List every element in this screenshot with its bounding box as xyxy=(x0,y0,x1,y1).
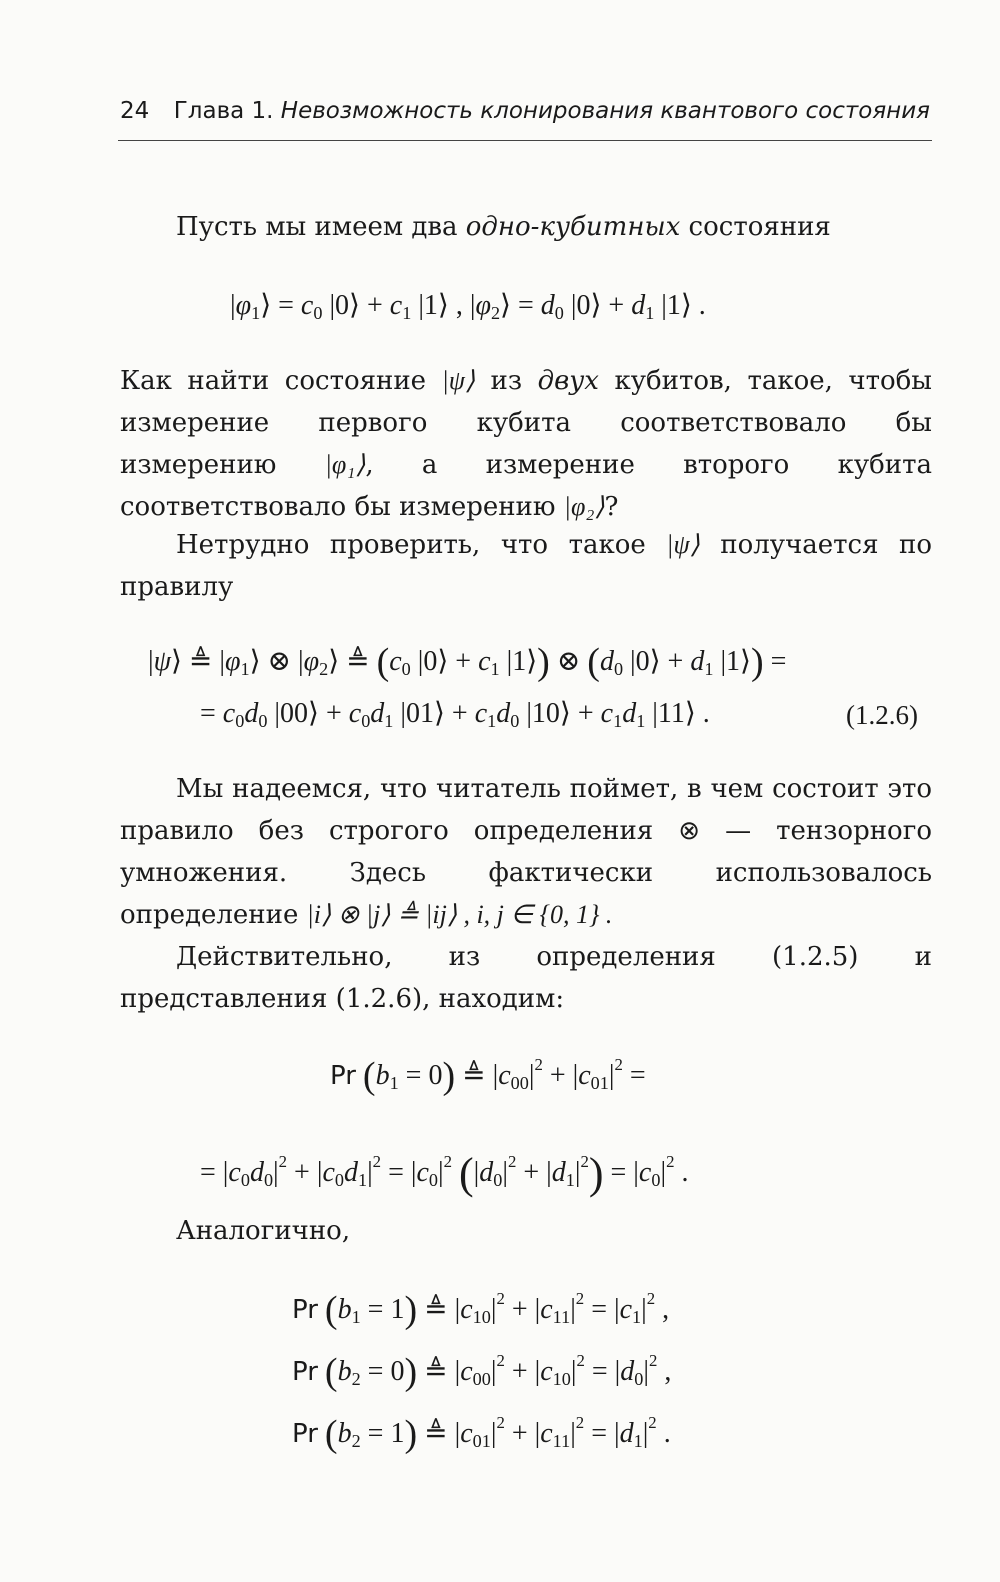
para3-text-2: получается по правилу xyxy=(120,530,932,602)
running-header xyxy=(120,96,930,140)
paragraph-2 xyxy=(120,360,932,528)
equation-1-2-6-line-2: = $c_0d_0$ |00⟩ + $c_0d_1$ |01⟩ + $c_1d_0$ |10⟩ + $c_1d_1$ |11⟩ . xyxy=(200,698,710,731)
paragraph-5: Действительно, из определения (1.2.5) и представления (1.2.6), находим: xyxy=(120,942,932,1014)
equation-pr-b1-0-line-2: = $|c_0d_0|^2 + |c_0d_1|^2 = |c_0|^2$ $(|d_0|^2 + |d_1|^2) = |c_0|^2$ . xyxy=(200,1149,689,1198)
para1-text-a: Пусть мы имеем два xyxy=(176,212,466,242)
equation-pr-b2-1: Pr $(b_2 = 1)$ ≜ $|c_{01}|^2 + |c_{11}|^2 = |d_1|^2$ . xyxy=(292,1413,671,1455)
equation-phi-states: $|\varphi_1⟩ = c_0$ |0⟩ + $c_1$ |1⟩ , $|\varphi_2⟩ = d_0$ |0⟩ + $d_1$ |1⟩ . xyxy=(230,290,706,323)
para1-italic: одно-кубитных xyxy=(465,212,681,242)
para4-text-1: Мы надеемся, что читатель поймет, в чем состоит это правило без строгого определения xyxy=(120,774,932,846)
para1-text-b: состояния xyxy=(680,212,831,242)
para2-text-1: Как найти состояние xyxy=(120,366,442,396)
para2-italic: двух xyxy=(537,366,599,396)
page-number: 24 xyxy=(120,98,150,124)
para3-text-1: Нетрудно проверить, что такое xyxy=(176,530,667,560)
equation-pr-b1-0-line-1: Pr $(b_1 = 0)$ ≜ $|c_{00}|^2 + |c_{01}|^2$ = xyxy=(330,1055,646,1097)
para4-text-2: — тензорного умножения. Здесь фактически использовалось определение xyxy=(120,816,932,930)
equation-1-2-6-line-1: |ψ⟩ ≜ $|\varphi_1⟩$ ⊗ $|\varphi_2⟩$ ≜ ($c_0$ |0⟩ + $c_1$ |1⟩) ⊗ ($d_0$ |0⟩ + $d_1$ |1⟩) = xyxy=(148,641,787,683)
para2-text-4: , а измерение второго кубита соответствовало бы измерению xyxy=(120,450,932,522)
psi-ket-2: |ψ⟩ xyxy=(666,530,700,559)
otimes-symbol: ⊗ xyxy=(678,816,701,845)
phi2-ket: |φ₂⟩ xyxy=(563,492,605,521)
equation-pr-b1-1: Pr $(b_1 = 1)$ ≜ $|c_{10}|^2 + |c_{11}|^2 = |c_1|^2$ , xyxy=(292,1289,670,1331)
phi1-ket: |φ₁⟩ xyxy=(324,450,366,479)
para2-text-5: ? xyxy=(604,492,619,522)
para2-text-2: из xyxy=(475,366,538,396)
paragraph-3 xyxy=(120,524,932,608)
header-rule xyxy=(118,140,932,141)
equation-pr-b2-0: Pr $(b_2 = 0)$ ≜ $|c_{00}|^2 + |c_{10}|^2 = |d_0|^2$ , xyxy=(292,1351,672,1393)
chapter-title: Невозможность клонирования квантового состояния xyxy=(280,98,930,124)
paragraph-1 xyxy=(120,206,932,248)
ket-product-definition: |i⟩ ⊗ |j⟩ ≜ |ij⟩ , i, j ∈ {0, 1} . xyxy=(306,900,613,929)
paragraph-6: Аналогично, xyxy=(176,1216,351,1246)
para2-text-3: кубитов, такое, чтобы измерение первого кубита соответствовало бы измерению xyxy=(120,366,932,480)
chapter-heading xyxy=(174,98,930,124)
psi-ket: |ψ⟩ xyxy=(441,366,476,395)
equation-number: (1.2.6) xyxy=(846,700,918,730)
chapter-label: Глава 1. xyxy=(173,98,274,124)
paragraph-4 xyxy=(120,768,932,936)
